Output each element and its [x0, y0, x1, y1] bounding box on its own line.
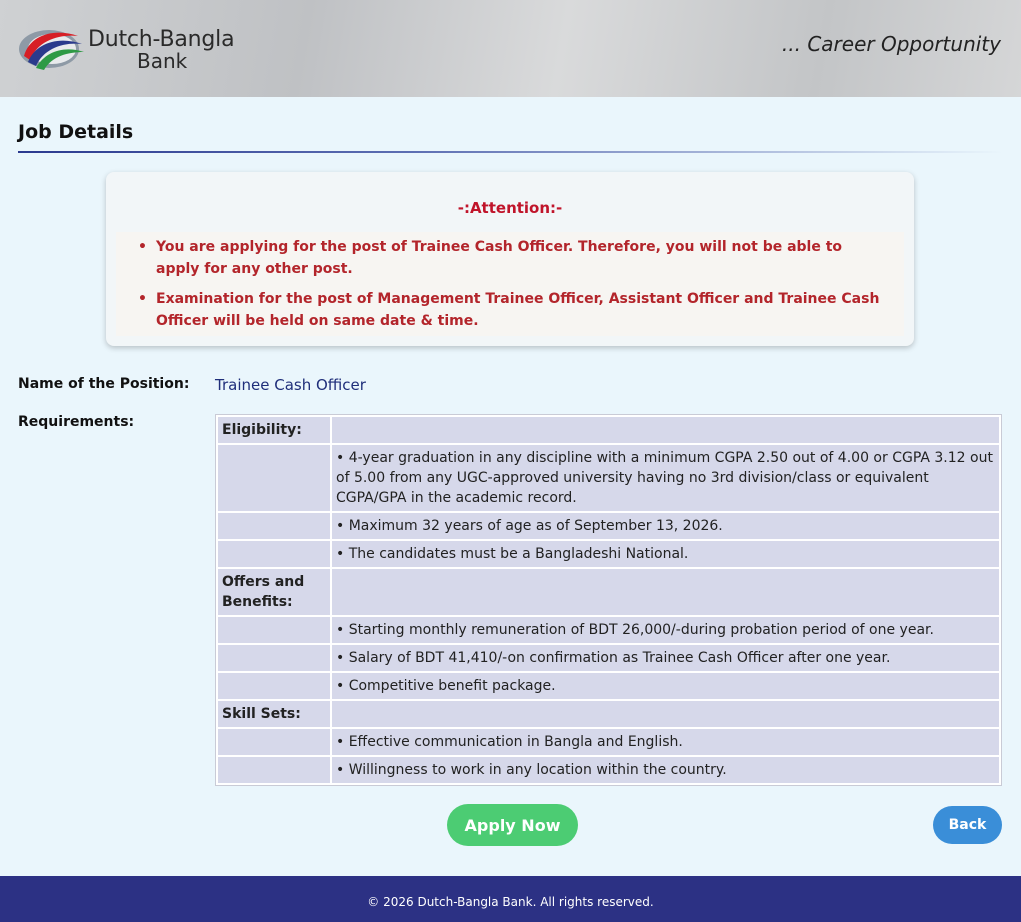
title-divider [18, 151, 1003, 153]
table-row [218, 729, 999, 755]
position-value: Trainee Cash Officer [215, 376, 366, 394]
table-cell [332, 417, 999, 443]
requirement-item: • Maximum 32 years of age as of September 13, 2026. [332, 513, 999, 539]
page-title: Job Details [18, 121, 134, 143]
table-cell [218, 729, 330, 755]
table-row [218, 645, 999, 671]
requirement-item: • Effective communication in Bangla and English. [332, 729, 999, 755]
logo-text-line1: Dutch-Bangla [88, 27, 235, 52]
page-footer [0, 876, 1021, 922]
attention-box [106, 172, 914, 346]
table-cell [218, 541, 330, 567]
table-cell [218, 757, 330, 783]
header-tagline: ... Career Opportunity [781, 32, 1001, 56]
table-cell [332, 701, 999, 727]
attention-list [116, 232, 904, 336]
requirement-item: • Willingness to work in any location within the country. [332, 757, 999, 783]
table-cell [218, 645, 330, 671]
apply-now-button[interactable]: Apply Now [447, 804, 578, 846]
attention-item: • You are applying for the post of Trainee Cash Officer. Therefore, you will not be able to apply for any other post. [156, 236, 888, 280]
table-row [218, 513, 999, 539]
table-row [218, 569, 999, 615]
position-label: Name of the Position: [18, 376, 190, 392]
footer-copyright: © 2026 Dutch-Bangla Bank. All rights reserved. [367, 895, 654, 909]
requirements-table [215, 414, 1002, 786]
page-header [0, 0, 1021, 97]
table-row [218, 445, 999, 511]
table-cell [218, 445, 330, 511]
section-heading-skills: Skill Sets: [218, 701, 330, 727]
table-row [218, 541, 999, 567]
table-row [218, 417, 999, 443]
attention-item: • Examination for the post of Management Trainee Officer, Assistant Officer and Trainee Cash Officer will be held on same date & time. [156, 288, 888, 332]
table-cell [332, 569, 999, 615]
requirement-item: • Starting monthly remuneration of BDT 26,000/-during probation period of one year. [332, 617, 999, 643]
attention-title: -:Attention:- [457, 199, 563, 217]
requirement-item: • Competitive benefit package. [332, 673, 999, 699]
table-cell [218, 513, 330, 539]
table-cell [218, 617, 330, 643]
table-row [218, 757, 999, 783]
table-row [218, 673, 999, 699]
table-row [218, 701, 999, 727]
section-heading-offers: Offers and Benefits: [218, 569, 330, 615]
back-button[interactable]: Back [933, 806, 1002, 844]
dbbl-logo-icon [16, 26, 86, 72]
requirement-item: • Salary of BDT 41,410/-on confirmation as Trainee Cash Officer after one year. [332, 645, 999, 671]
requirements-label: Requirements: [18, 414, 135, 430]
logo-text-line2: Bank [137, 49, 188, 73]
section-heading-eligibility: Eligibility: [218, 417, 330, 443]
table-row [218, 617, 999, 643]
requirement-item: • 4-year graduation in any discipline with a minimum CGPA 2.50 out of 4.00 or CGPA 3.12 out of 5.00 from any UGC-approved university having no 3rd division/class or equivalent CGPA/GPA in the academic record. [332, 445, 999, 511]
requirement-item: • The candidates must be a Bangladeshi National. [332, 541, 999, 567]
table-cell [218, 673, 330, 699]
